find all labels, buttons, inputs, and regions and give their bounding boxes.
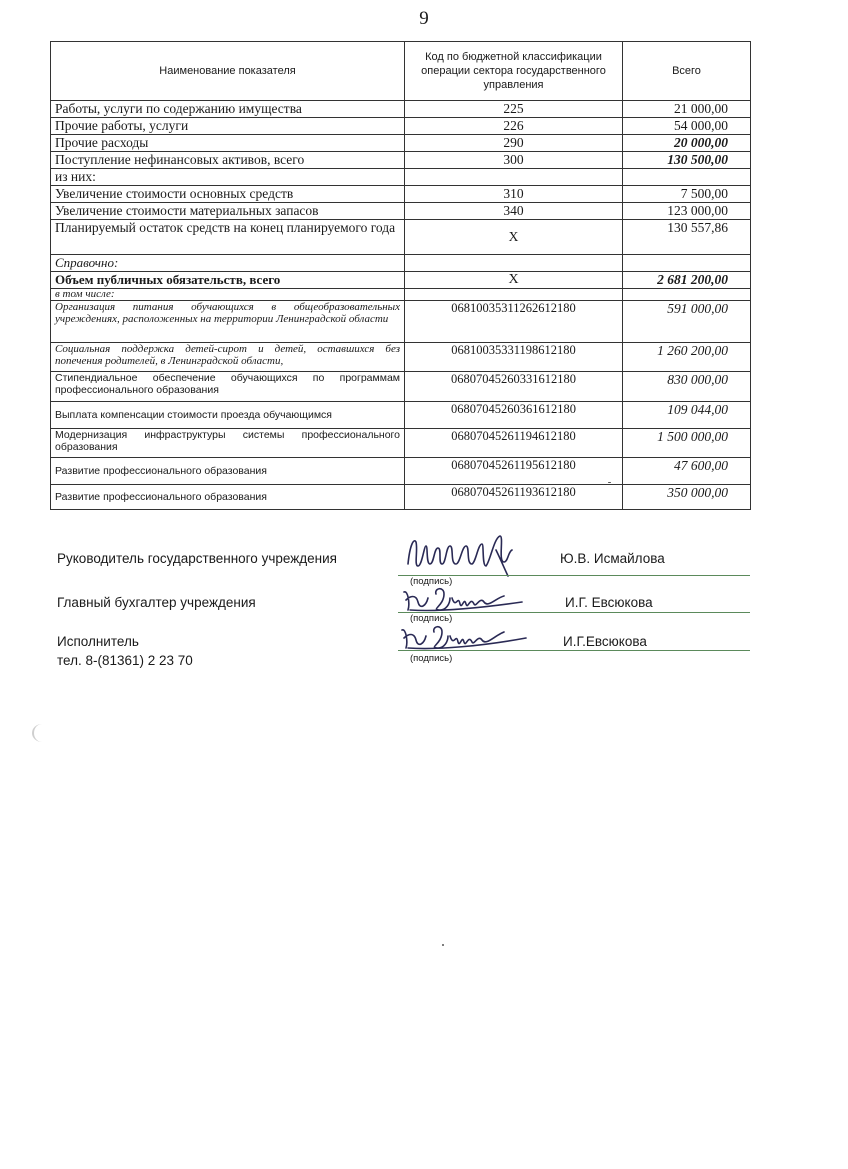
row-total: 830 000,00 [623,372,751,402]
head-title: Руководитель государственного учреждения [57,551,337,566]
row-total: 130 557,86 [623,220,751,255]
row-code: 06807045261193612180 [405,485,623,510]
header-name: Наименование показателя [51,42,405,101]
head-signature-caption: (подпись) [410,576,453,587]
table-row [51,203,751,220]
reference-label-row [51,255,751,272]
row-code: 300 [405,152,623,169]
obligations-total: 2 681 200,00 [623,272,751,289]
executor-signature-line [398,650,750,651]
table-row [51,118,751,135]
table-row [51,429,751,458]
row-name: Работы, услуги по содержанию имущества [51,101,405,118]
scan-speck [608,482,611,483]
executor-title: Исполнитель [57,634,139,649]
row-code: 06807045260361612180 [405,402,623,429]
executor-phone: тел. 8-(81361) 2 23 70 [57,653,193,668]
row-total: 54 000,00 [623,118,751,135]
row-total: 7 500,00 [623,186,751,203]
row-code: 340 [405,203,623,220]
obligations-code: X [405,272,623,289]
scan-speck [442,944,444,946]
table-row [51,372,751,402]
row-code: 06807045261194612180 [405,429,623,458]
row-code: 290 [405,135,623,152]
row-name: Прочие работы, услуги [51,118,405,135]
row-name: Увеличение стоимости основных средств [51,186,405,203]
row-name: Развитие профессионального образования [51,485,405,510]
head-signature [404,532,524,580]
table-row [51,135,751,152]
executor-signature-caption: (подпись) [410,653,453,664]
row-name: Социальная поддержка детей-сирот и детей, оставшихся без попечения родителей, в Ленинградской области, [51,343,405,372]
row-code: 225 [405,101,623,118]
table-row [51,152,751,169]
accountant-name: И.Г. Евсюкова [565,595,653,610]
row-total: 123 000,00 [623,203,751,220]
budget-table [50,41,751,510]
row-code [405,169,623,186]
row-name: Увеличение стоимости материальных запасов [51,203,405,220]
row-total [623,169,751,186]
obligations-row [51,272,751,289]
row-name: Прочие расходы [51,135,405,152]
table-row [51,485,751,510]
reference-label: Справочно: [51,255,405,272]
row-code: 310 [405,186,623,203]
row-name: Стипендиальное обеспечение обучающихся по программам профессионального образования [51,372,405,402]
accountant-signature-caption: (подпись) [410,613,453,624]
table-row [51,301,751,343]
header-total: Всего [623,42,751,101]
table-row [51,343,751,372]
row-code: 06810035311262612180 [405,301,623,343]
row-total: 591 000,00 [623,301,751,343]
accountant-title: Главный бухгалтер учреждения [57,595,256,610]
row-name: Организация питания обучающихся в общеобразовательных учреждениях, расположенных на территории Ленинградской области [51,301,405,343]
punch-hole-mark [32,724,52,742]
including-row [51,289,751,301]
row-total: 1 260 200,00 [623,343,751,372]
row-total: 130 500,00 [623,152,751,169]
table-row [51,101,751,118]
row-total: 47 600,00 [623,458,751,485]
head-name: Ю.В. Исмайлова [560,551,665,566]
row-total: 20 000,00 [623,135,751,152]
row-total: 21 000,00 [623,101,751,118]
row-name: из них: [51,169,405,186]
row-total: 1 500 000,00 [623,429,751,458]
row-name: Модернизация инфраструктуры системы профессионального образования [51,429,405,458]
row-code: 06810035331198612180 [405,343,623,372]
row-code: 06807045261195612180 [405,458,623,485]
row-name: Выплата компенсации стоимости проезда обучающимся [51,402,405,429]
including-label: в том числе: [51,289,405,301]
table-row [51,458,751,485]
table-header-row [51,42,751,101]
table-row [51,402,751,429]
page-number: 9 [419,8,429,29]
table-row [51,220,751,255]
row-total: 350 000,00 [623,485,751,510]
row-code: 06807045260331612180 [405,372,623,402]
row-code: 226 [405,118,623,135]
table-row [51,169,751,186]
row-name: Поступление нефинансовых активов, всего [51,152,405,169]
row-total: 109 044,00 [623,402,751,429]
table-row [51,186,751,203]
executor-name: И.Г.Евсюкова [563,634,647,649]
obligations-name: Объем публичных обязательств, всего [51,272,405,289]
row-name: Развитие профессионального образования [51,458,405,485]
row-code: X [405,220,623,255]
executor-signature [398,620,530,654]
header-code: Код по бюджетной классификации операции сектора государственного управления [405,42,623,101]
row-name: Планируемый остаток средств на конец планируемого года [51,220,405,255]
